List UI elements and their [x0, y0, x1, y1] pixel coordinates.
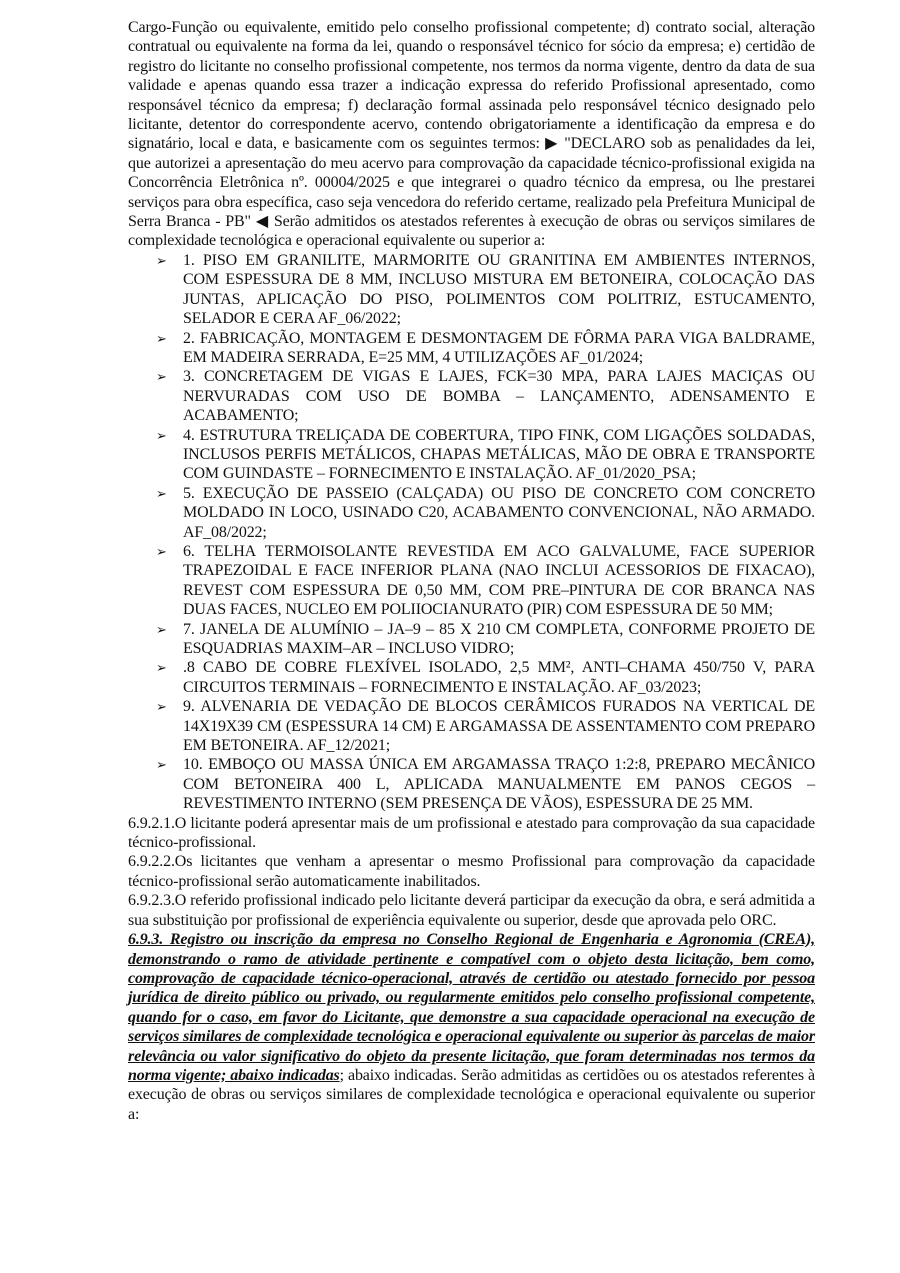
clause-6-9-2-1: 6.9.2.1.O licitante poderá apresentar mais de um profissional e atestado para comprovação da sua capacidade técnico-profissional. [128, 814, 815, 852]
list-item-text: 3. CONCRETAGEM DE VIGAS E LAJES, FCK=30 MPA, PARA LAJES MACIÇAS OU NERVURADAS COM USO DE BOMBA – LANÇAMENTO, ADENSAMENTO E ACABAMENTO; [183, 368, 815, 425]
list-item-text: 5. EXECUÇÃO DE PASSEIO (CALÇADA) OU PISO DE CONCRETO COM CONCRETO MOLDADO IN LOCO, USINADO C20, ACABAMENTO CONVENCIONAL, NÃO ARMADO. AF_08/2022; [183, 484, 815, 541]
service-list [128, 251, 815, 814]
arrow-bullet-icon: ➢ [156, 427, 167, 443]
list-item [156, 251, 815, 329]
arrow-bullet-icon: ➢ [156, 660, 167, 676]
list-item-text: .8 CABO DE COBRE FLEXÍVEL ISOLADO, 2,5 MM², ANTI–CHAMA 450/750 V, PARA CIRCUITOS TERMINAIS – FORNECIMENTO E INSTALAÇÃO. AF_03/2023; [183, 659, 815, 696]
arrow-bullet-icon: ➢ [156, 543, 167, 559]
list-item [156, 755, 815, 813]
declaration-quote: "DECLARO sob as penalidades da lei, que autorizei a apresentação do meu acervo para comprovação da capacidade técnico-profissional exigida na Concorrência Eletrônica nº. 00004/2025 e que integrarei o quadro técnico da empresa, ou lhe prestarei serviços para obra específica, caso seja vencedora do referido certame, realizado pela Prefeitura Municipal de Serra Branca - PB" [128, 135, 815, 231]
arrow-bullet-icon: ➢ [156, 757, 167, 773]
list-item [156, 367, 815, 425]
list-item [156, 620, 815, 659]
section-6-9-3 [128, 930, 815, 1124]
left-triangle-icon: ◀ [255, 213, 270, 231]
list-item-text: 9. ALVENARIA DE VEDAÇÃO DE BLOCOS CERÂMICOS FURADOS NA VERTICAL DE 14X19X39 CM (ESPESSURA 14 CM) E ARGAMASSA DE ASSENTAMENTO COM PREPARO EM BETONEIRA. AF_12/2021; [183, 698, 815, 755]
arrow-bullet-icon: ➢ [156, 699, 167, 715]
intro-text: Cargo-Função ou equivalente, emitido pelo conselho profissional competente; d) contrato social, alteração contratual ou equivalente na forma da lei, quando o responsável técnico for sócio da empresa; e) certidão de registro do licitante no conselho profissional competente, nos termos da norma vigente, dentro da data de sua validade e apenas quando essa trazer a indicação expressa do referido Profissional apresentado, como responsável técnico da empresa; f) declaração formal assinada pelo responsável técnico designado pelo licitante, detentor do correspondente acervo, contendo obrigatoriamente a identificação da empresa e do signatário, local e data, e basicamente com os seguintes termos: [128, 19, 815, 153]
arrow-bullet-icon: ➢ [156, 621, 167, 637]
list-item [156, 658, 815, 697]
list-item-text: 6. TELHA TERMOISOLANTE REVESTIDA EM ACO GALVALUME, FACE SUPERIOR TRAPEZOIDAL E FACE INFERIOR PLANA (NAO INCLUI ACESSORIOS DE FIXACAO), REVEST COM ESPESSURA DE 0,50 MM, COM PRE–PINTURA DE COR BRANCA NAS DUAS FACES, NUCLEO EM POLIIOCIANURATO (PIR) COM ESPESSURA DE 50 MM; [183, 542, 815, 619]
arrow-bullet-icon: ➢ [156, 330, 167, 346]
arrow-bullet-icon: ➢ [156, 485, 167, 501]
list-item [156, 426, 815, 484]
arrow-bullet-icon: ➢ [156, 252, 167, 268]
list-item [156, 697, 815, 755]
list-item-text: 4. ESTRUTURA TRELIÇADA DE COBERTURA, TIPO FINK, COM LIGAÇÕES SOLDADAS, INCLUSOS PERFIS METÁLICOS, CHAPAS METÁLICAS, MÃO DE OBRA E TRANSPORTE COM GUINDASTE – FORNECIMENTO E INSTALAÇÃO. AF_01/2020_PSA; [183, 426, 815, 483]
list-item-text: 2. FABRICAÇÃO, MONTAGEM E DESMONTAGEM DE FÔRMA PARA VIGA BALDRAME, EM MADEIRA SERRADA, E=25 MM, 4 UTILIZAÇÕES AF_01/2024; [183, 329, 815, 366]
list-item [156, 542, 815, 620]
list-item-text: 1. PISO EM GRANILITE, MARMORITE OU GRANITINA EM AMBIENTES INTERNOS, COM ESPESSURA DE 8 MM, INCLUSO MISTURA EM BETONEIRA, COLOCAÇÃO DAS JUNTAS, APLICAÇÃO DO PISO, POLIMENTOS COM POLITRIZ, ESTUCAMENTO, SELADOR E CERA AF_06/2022; [183, 251, 815, 328]
list-item [156, 329, 815, 368]
list-item [156, 484, 815, 542]
intro-paragraph [128, 18, 815, 251]
section-6-9-3-rest: ; abaixo indicadas. Serão admitidas as certidões ou os atestados referentes à execução de obras ou serviços similares de complexidade tecnológica e operacional equivalente ou superior a: [128, 1066, 815, 1123]
intro-after-text: Serão admitidos os atestados referentes à execução de obras ou serviços similares de complexidade tecnológica e operacional equivalente ou superior a: [128, 213, 815, 250]
list-item-text: 10. EMBOÇO OU MASSA ÚNICA EM ARGAMASSA TRAÇO 1:2:8, PREPARO MECÂNICO COM BETONEIRA 400 L, APLICADA MANUALMENTE EM PANOS CEGOS – REVESTIMENTO INTERNO (SEM PRESENÇA DE VÃOS), ESPESSURA DE 25 MM. [183, 756, 815, 813]
section-6-9-3-emphasized: 6.9.3. Registro ou inscrição da empresa no Conselho Regional de Engenharia e Agronomia (CREA), demonstrando o ramo de atividade pertinente e compatível com o objeto desta licitação, bem como, comprovação de capacidade técnico-operacional, através de certidão ou atestado fornecido por pessoa jurídica de direito público ou privado, ou regularmente emitidos pelo conselho profissional competente, quando for o caso, em favor do Licitante, que demonstre a sua capacidade operacional na execução de serviços similares de complexidade tecnológica e operacional equivalente ou superior às parcelas de maior relevância ou valor significativo do objeto da presente licitação, que foram determinadas nos termos da norma vigente; abaixo indicadas [128, 931, 815, 1084]
clause-6-9-2-2: 6.9.2.2.Os licitantes que venham a apresentar o mesmo Profissional para comprovação da capacidade técnico-profissional serão automaticamente inabilitados. [128, 853, 815, 890]
right-triangle-icon: ▶ [545, 135, 559, 153]
clause-6-9-2-3: 6.9.2.3.O referido profissional indicado pelo licitante deverá participar da execução da obra, e será admitida a sua substituição por profissional de experiência equivalente ou superior, desde que aprovada pelo ORC. [128, 892, 815, 929]
document-page [128, 18, 815, 1124]
list-item-text: 7. JANELA DE ALUMÍNIO – JA–9 – 85 X 210 CM COMPLETA, CONFORME PROJETO DE ESQUADRIAS MAXIM–AR – INCLUSO VIDRO; [183, 620, 815, 657]
arrow-bullet-icon: ➢ [156, 369, 167, 385]
